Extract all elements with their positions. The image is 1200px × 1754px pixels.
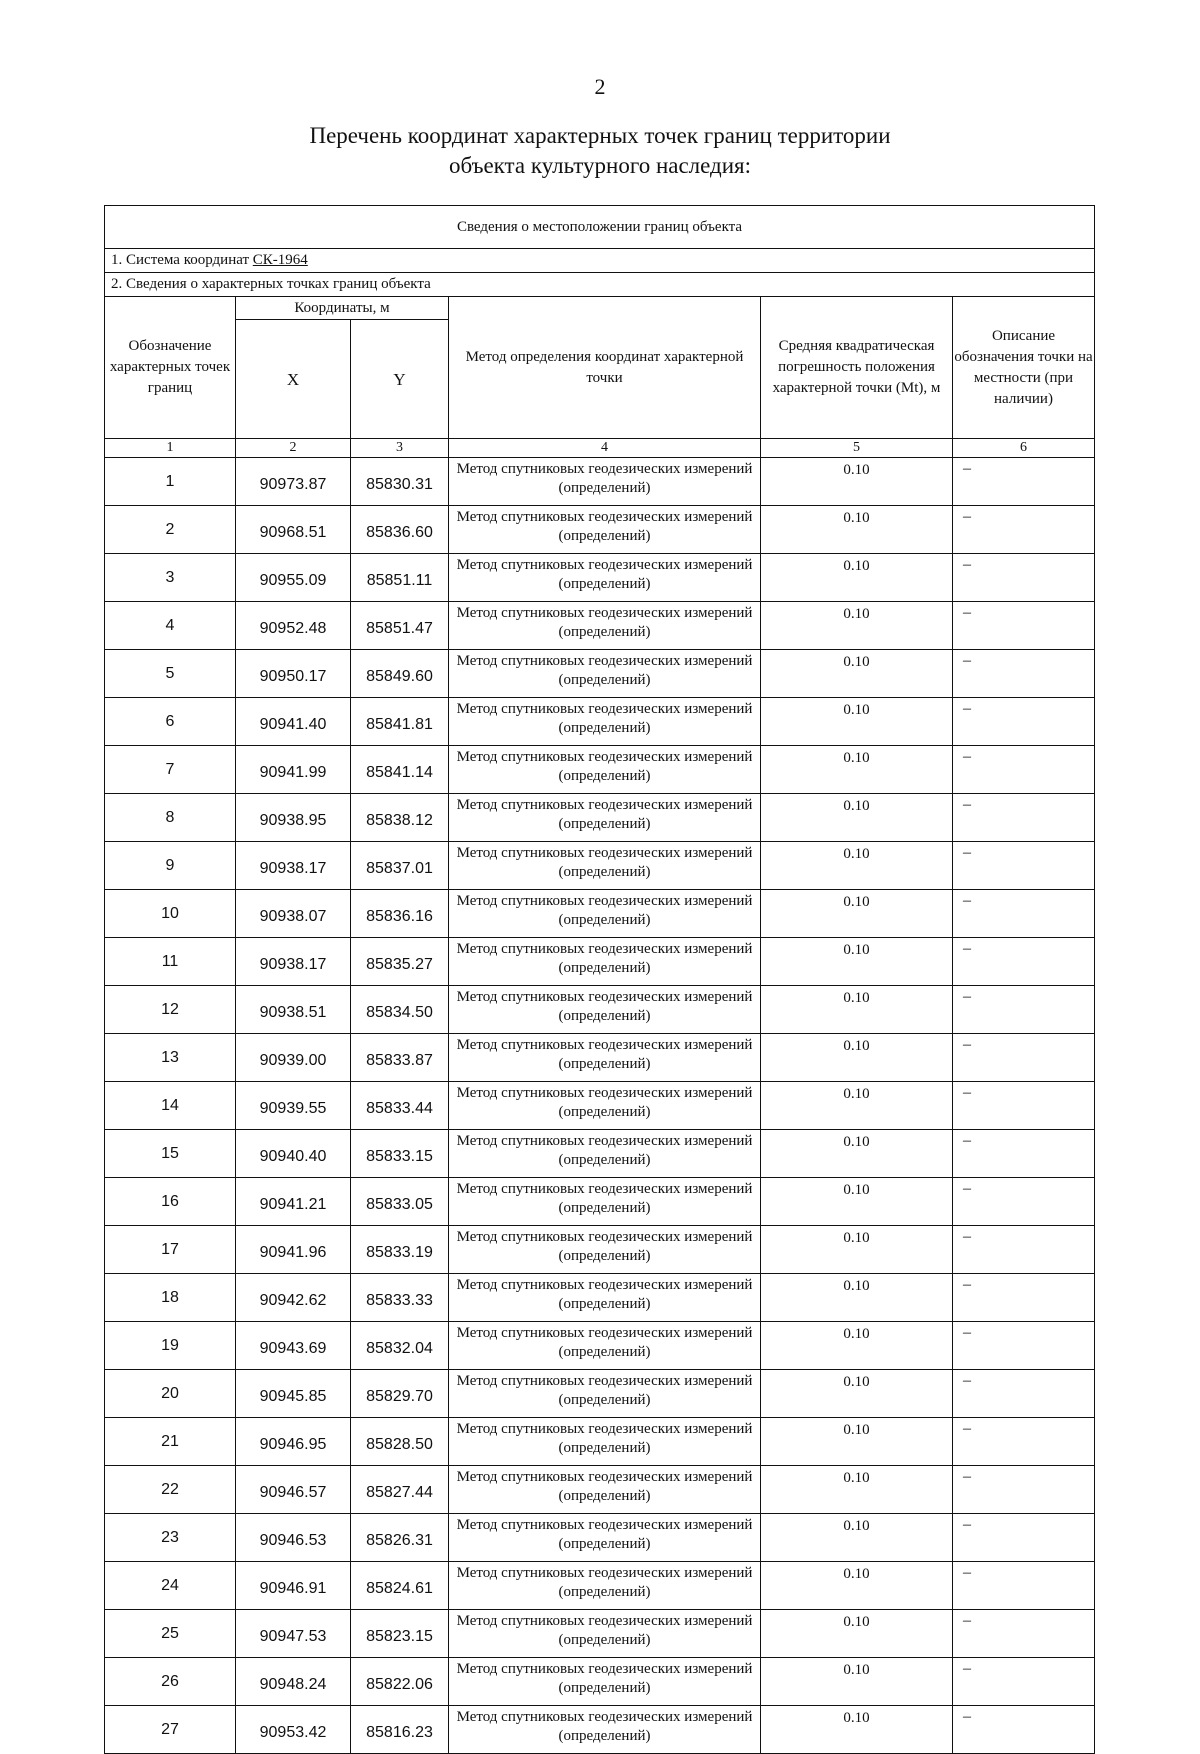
coordinate-x: 90938.95 [236, 794, 351, 842]
method-cell: Метод спутниковых геодезических измерений (определений) [449, 1658, 761, 1706]
coordinate-x: 90952.48 [236, 602, 351, 650]
coordinate-y: 85841.81 [351, 698, 449, 746]
point-id: 3 [105, 554, 236, 602]
table-row [105, 1178, 1095, 1226]
error-cell: 0.10 [761, 506, 953, 554]
description-cell: – [953, 1082, 1095, 1130]
document-title-line-1: Перечень координат характерных точек границ территории [309, 123, 891, 148]
coordinate-system-label: 1. Система координат [111, 252, 253, 268]
coordinate-x: 90947.53 [236, 1610, 351, 1658]
point-id: 14 [105, 1082, 236, 1130]
error-cell: 0.10 [761, 1514, 953, 1562]
table-row [105, 458, 1095, 506]
coordinate-x: 90938.17 [236, 842, 351, 890]
coordinate-x: 90945.85 [236, 1370, 351, 1418]
error-cell: 0.10 [761, 1418, 953, 1466]
error-cell: 0.10 [761, 1034, 953, 1082]
point-id: 24 [105, 1562, 236, 1610]
coordinate-x: 90968.51 [236, 506, 351, 554]
coordinate-x: 90938.51 [236, 986, 351, 1034]
description-cell: – [953, 554, 1095, 602]
method-cell: Метод спутниковых геодезических измерений (определений) [449, 602, 761, 650]
error-cell: 0.10 [761, 1466, 953, 1514]
method-cell: Метод спутниковых геодезических измерений (определений) [449, 938, 761, 986]
error-cell: 0.10 [761, 890, 953, 938]
description-cell: – [953, 458, 1095, 506]
header-method: Метод определения координат характерной точки [449, 297, 761, 439]
point-id: 26 [105, 1658, 236, 1706]
table-row [105, 1706, 1095, 1754]
table-row [105, 1418, 1095, 1466]
description-cell: – [953, 1130, 1095, 1178]
description-cell: – [953, 698, 1095, 746]
coordinate-y: 85837.01 [351, 842, 449, 890]
coordinate-system-value: СК-1964 [252, 252, 308, 268]
coordinate-y: 85841.14 [351, 746, 449, 794]
coordinate-x: 90941.40 [236, 698, 351, 746]
error-cell: 0.10 [761, 554, 953, 602]
coordinate-y: 85833.05 [351, 1178, 449, 1226]
method-cell: Метод спутниковых геодезических измерений (определений) [449, 1130, 761, 1178]
coordinate-y: 85833.15 [351, 1130, 449, 1178]
table-row [105, 1226, 1095, 1274]
coordinate-system-row [105, 249, 1095, 273]
table-row [105, 938, 1095, 986]
method-cell: Метод спутниковых геодезических измерений (определений) [449, 1418, 761, 1466]
coordinate-y: 85849.60 [351, 650, 449, 698]
point-id: 21 [105, 1418, 236, 1466]
description-cell: – [953, 602, 1095, 650]
point-id: 16 [105, 1178, 236, 1226]
coordinate-x: 90955.09 [236, 554, 351, 602]
method-cell: Метод спутниковых геодезических измерений (определений) [449, 650, 761, 698]
error-cell: 0.10 [761, 1658, 953, 1706]
coordinate-y: 85816.23 [351, 1706, 449, 1754]
coordinate-y: 85827.44 [351, 1466, 449, 1514]
coordinate-y: 85833.44 [351, 1082, 449, 1130]
coordinate-y: 85838.12 [351, 794, 449, 842]
table-row [105, 506, 1095, 554]
table-row [105, 602, 1095, 650]
method-cell: Метод спутниковых геодезических измерений (определений) [449, 698, 761, 746]
description-cell: – [953, 1370, 1095, 1418]
error-cell: 0.10 [761, 794, 953, 842]
coordinate-x: 90946.95 [236, 1418, 351, 1466]
column-number-row [105, 439, 1095, 458]
method-cell: Метод спутниковых геодезических измерений (определений) [449, 746, 761, 794]
description-cell: – [953, 1034, 1095, 1082]
method-cell: Метод спутниковых геодезических измерений (определений) [449, 1370, 761, 1418]
method-cell: Метод спутниковых геодезических измерений (определений) [449, 890, 761, 938]
coordinate-y: 85851.11 [351, 554, 449, 602]
point-id: 27 [105, 1706, 236, 1754]
error-cell: 0.10 [761, 1610, 953, 1658]
method-cell: Метод спутниковых геодезических измерений (определений) [449, 1706, 761, 1754]
coordinate-y: 85826.31 [351, 1514, 449, 1562]
header-x: X [236, 320, 351, 439]
method-cell: Метод спутниковых геодезических измерений (определений) [449, 506, 761, 554]
point-id: 10 [105, 890, 236, 938]
coordinate-x: 90938.07 [236, 890, 351, 938]
table-row [105, 1562, 1095, 1610]
coordinate-y: 85834.50 [351, 986, 449, 1034]
coordinate-y: 85836.16 [351, 890, 449, 938]
description-cell: – [953, 1274, 1095, 1322]
coordinate-x: 90939.00 [236, 1034, 351, 1082]
description-cell: – [953, 842, 1095, 890]
coordinate-y: 85829.70 [351, 1370, 449, 1418]
table-row [105, 554, 1095, 602]
point-id: 12 [105, 986, 236, 1034]
column-number: 5 [761, 439, 953, 458]
point-id: 9 [105, 842, 236, 890]
point-id: 20 [105, 1370, 236, 1418]
header-y: Y [351, 320, 449, 439]
description-cell: – [953, 1466, 1095, 1514]
method-cell: Метод спутниковых геодезических измерений (определений) [449, 458, 761, 506]
method-cell: Метод спутниковых геодезических измерений (определений) [449, 1514, 761, 1562]
error-cell: 0.10 [761, 650, 953, 698]
column-number: 3 [351, 439, 449, 458]
coordinate-x: 90940.40 [236, 1130, 351, 1178]
column-number: 4 [449, 439, 761, 458]
description-cell: – [953, 1610, 1095, 1658]
coordinate-x: 90943.69 [236, 1322, 351, 1370]
error-cell: 0.10 [761, 938, 953, 986]
method-cell: Метод спутниковых геодезических измерений (определений) [449, 1466, 761, 1514]
coordinate-y: 85833.19 [351, 1226, 449, 1274]
description-cell: – [953, 1418, 1095, 1466]
coordinate-y: 85833.87 [351, 1034, 449, 1082]
header-error: Средняя квадратическая погрешность положения характерной точки (Mt), м [761, 297, 953, 439]
method-cell: Метод спутниковых геодезических измерений (определений) [449, 794, 761, 842]
error-cell: 0.10 [761, 458, 953, 506]
table-row [105, 1466, 1095, 1514]
point-id: 13 [105, 1034, 236, 1082]
description-cell: – [953, 1706, 1095, 1754]
method-cell: Метод спутниковых геодезических измерений (определений) [449, 1322, 761, 1370]
coordinate-y: 85833.33 [351, 1274, 449, 1322]
table-row [105, 1658, 1095, 1706]
method-cell: Метод спутниковых геодезических измерений (определений) [449, 1034, 761, 1082]
coordinate-x: 90950.17 [236, 650, 351, 698]
document-title [0, 121, 1200, 181]
column-number: 1 [105, 439, 236, 458]
header-designation: Обозначение характерных точек границ [105, 297, 236, 439]
description-cell: – [953, 794, 1095, 842]
point-id: 11 [105, 938, 236, 986]
point-id: 1 [105, 458, 236, 506]
error-cell: 0.10 [761, 1130, 953, 1178]
table-row [105, 890, 1095, 938]
point-id: 17 [105, 1226, 236, 1274]
table-row [105, 1082, 1095, 1130]
point-id: 22 [105, 1466, 236, 1514]
table-row [105, 1034, 1095, 1082]
points-section-title: 2. Сведения о характерных точках границ объекта [105, 273, 1095, 297]
coordinate-y: 85828.50 [351, 1418, 449, 1466]
coordinate-x: 90939.55 [236, 1082, 351, 1130]
coordinate-y: 85823.15 [351, 1610, 449, 1658]
coordinate-x: 90973.87 [236, 458, 351, 506]
table-row [105, 746, 1095, 794]
coordinate-x: 90946.91 [236, 1562, 351, 1610]
coordinate-y: 85851.47 [351, 602, 449, 650]
point-id: 5 [105, 650, 236, 698]
error-cell: 0.10 [761, 1274, 953, 1322]
coordinate-x: 90948.24 [236, 1658, 351, 1706]
page-number: 2 [594, 74, 606, 99]
point-id: 25 [105, 1610, 236, 1658]
coordinate-y: 85836.60 [351, 506, 449, 554]
method-cell: Метод спутниковых геодезических измерений (определений) [449, 842, 761, 890]
point-id: 8 [105, 794, 236, 842]
error-cell: 0.10 [761, 1562, 953, 1610]
table-row [105, 698, 1095, 746]
coordinate-x: 90946.57 [236, 1466, 351, 1514]
header-coordinates: Координаты, м [236, 297, 449, 320]
error-cell: 0.10 [761, 1706, 953, 1754]
table-row [105, 1322, 1095, 1370]
table-row [105, 1274, 1095, 1322]
error-cell: 0.10 [761, 1178, 953, 1226]
description-cell: – [953, 1322, 1095, 1370]
error-cell: 0.10 [761, 1370, 953, 1418]
error-cell: 0.10 [761, 602, 953, 650]
description-cell: – [953, 1562, 1095, 1610]
method-cell: Метод спутниковых геодезических измерений (определений) [449, 1274, 761, 1322]
description-cell: – [953, 1178, 1095, 1226]
point-id: 23 [105, 1514, 236, 1562]
coordinate-y: 85830.31 [351, 458, 449, 506]
coordinate-x: 90941.99 [236, 746, 351, 794]
coordinate-y: 85835.27 [351, 938, 449, 986]
error-cell: 0.10 [761, 1322, 953, 1370]
error-cell: 0.10 [761, 746, 953, 794]
error-cell: 0.10 [761, 1082, 953, 1130]
method-cell: Метод спутниковых геодезических измерений (определений) [449, 1082, 761, 1130]
table-row [105, 842, 1095, 890]
method-cell: Метод спутниковых геодезических измерений (определений) [449, 554, 761, 602]
coordinates-table [104, 205, 1095, 1754]
header-description: Описание обозначения точки на местности (при наличии) [953, 297, 1095, 439]
table-row [105, 650, 1095, 698]
error-cell: 0.10 [761, 986, 953, 1034]
point-id: 2 [105, 506, 236, 554]
coordinate-x: 90953.42 [236, 1706, 351, 1754]
description-cell: – [953, 650, 1095, 698]
description-cell: – [953, 506, 1095, 554]
description-cell: – [953, 986, 1095, 1034]
table-row [105, 1610, 1095, 1658]
column-number: 2 [236, 439, 351, 458]
document-title-line-2: объекта культурного наследия: [448, 153, 752, 178]
description-cell: – [953, 746, 1095, 794]
column-number: 6 [953, 439, 1095, 458]
coordinate-y: 85824.61 [351, 1562, 449, 1610]
point-id: 19 [105, 1322, 236, 1370]
table-row [105, 794, 1095, 842]
coordinate-x: 90941.21 [236, 1178, 351, 1226]
coordinate-x: 90938.17 [236, 938, 351, 986]
point-id: 4 [105, 602, 236, 650]
description-cell: – [953, 938, 1095, 986]
coordinate-x: 90941.96 [236, 1226, 351, 1274]
coordinate-x: 90942.62 [236, 1274, 351, 1322]
description-cell: – [953, 1658, 1095, 1706]
table-row [105, 986, 1095, 1034]
error-cell: 0.10 [761, 1226, 953, 1274]
description-cell: – [953, 1514, 1095, 1562]
section-title: Сведения о местоположении границ объекта [105, 206, 1095, 249]
method-cell: Метод спутниковых геодезических измерений (определений) [449, 986, 761, 1034]
error-cell: 0.10 [761, 698, 953, 746]
description-cell: – [953, 890, 1095, 938]
method-cell: Метод спутниковых геодезических измерений (определений) [449, 1562, 761, 1610]
table-row [105, 1514, 1095, 1562]
table-row [105, 1130, 1095, 1178]
point-id: 15 [105, 1130, 236, 1178]
method-cell: Метод спутниковых геодезических измерений (определений) [449, 1178, 761, 1226]
description-cell: – [953, 1226, 1095, 1274]
point-id: 6 [105, 698, 236, 746]
coordinate-x: 90946.53 [236, 1514, 351, 1562]
method-cell: Метод спутниковых геодезических измерений (определений) [449, 1610, 761, 1658]
coordinate-y: 85822.06 [351, 1658, 449, 1706]
method-cell: Метод спутниковых геодезических измерений (определений) [449, 1226, 761, 1274]
point-id: 18 [105, 1274, 236, 1322]
coordinate-y: 85832.04 [351, 1322, 449, 1370]
error-cell: 0.10 [761, 842, 953, 890]
point-id: 7 [105, 746, 236, 794]
table-row [105, 1370, 1095, 1418]
